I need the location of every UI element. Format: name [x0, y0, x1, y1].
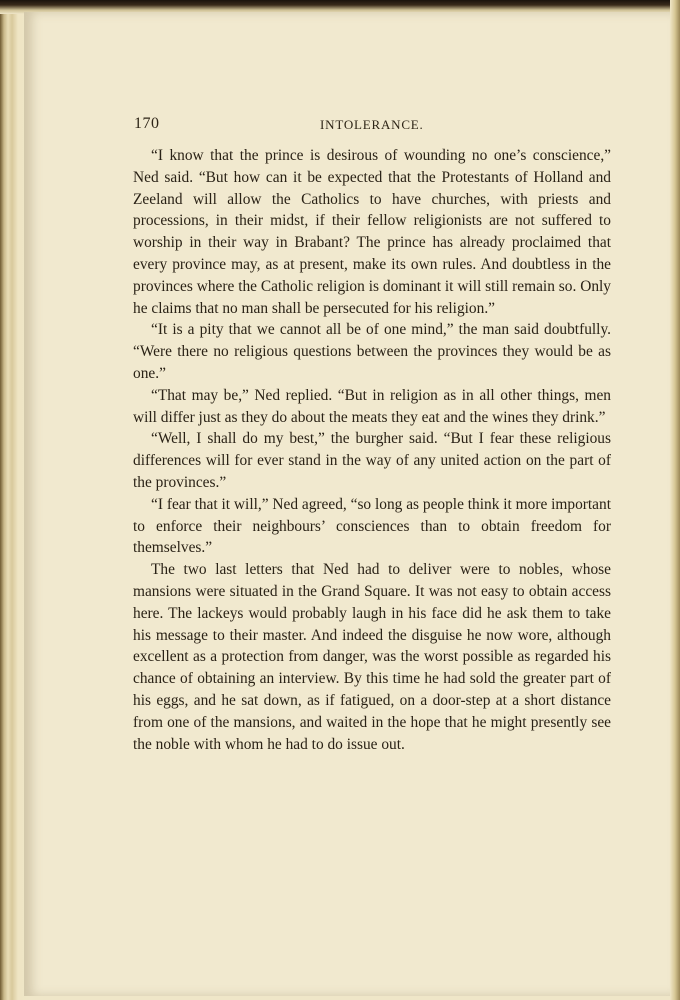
- paragraph: The two last letters that Ned had to deliver were to nobles, whose mansions were situated in the Grand Square. It was not easy to obtain access here. The lackeys would probably laugh in his face did he ask them to take his message to their master. And indeed the disguise he now wore, although excellent as a protection from danger, was the worst possible as regarded his chance of obtaining an interview. By this time he had sold the greater part of his eggs, and he sat down, as if fatigued, on a door-step at a short distance from one of the mansions, and waited in the hope that he might presently see the noble with whom he had to do issue out.: [133, 561, 611, 753]
- page-header: [134, 115, 610, 135]
- page-number: 170: [134, 115, 160, 132]
- body-text: [133, 145, 611, 755]
- paragraph: “I know that the prince is desirous of wounding no one’s conscience,” Ned said. “But how can it be expected that the Protestants of Holland and Zeeland will allow the Catholics to have churches, with priests and processions, in their midst, if their fellow religionists are not suffered to worship in their way in Brabant? The prince has already proclaimed that every province may, as at present, make its own rules. And doubtless in the provinces where the Catholic religion is dominant it will still remain so. Only he claims that no man shall be persecuted for his religion.”: [133, 147, 611, 317]
- paragraph: “It is a pity that we cannot all be of one mind,” the man said doubtfully. “Were there no religious questions between the provinces they would be as one.”: [133, 321, 611, 382]
- paragraph: “Well, I shall do my best,” the burgher said. “But I fear these religious differences will for ever stand in the way of any united action on the part of the provinces.”: [133, 430, 611, 491]
- running-title: INTOLERANCE.: [320, 117, 424, 132]
- paragraph: “That may be,” Ned replied. “But in religion as in all other things, men will differ just as they do about the meats they eat and the wines they drink.”: [133, 386, 611, 426]
- right-edge: [670, 0, 680, 1000]
- paragraph: “I fear that it will,” Ned agreed, “so long as people think it more important to enforce their neighbours’ consciences than to obtain freedom for themselves.”: [133, 495, 611, 557]
